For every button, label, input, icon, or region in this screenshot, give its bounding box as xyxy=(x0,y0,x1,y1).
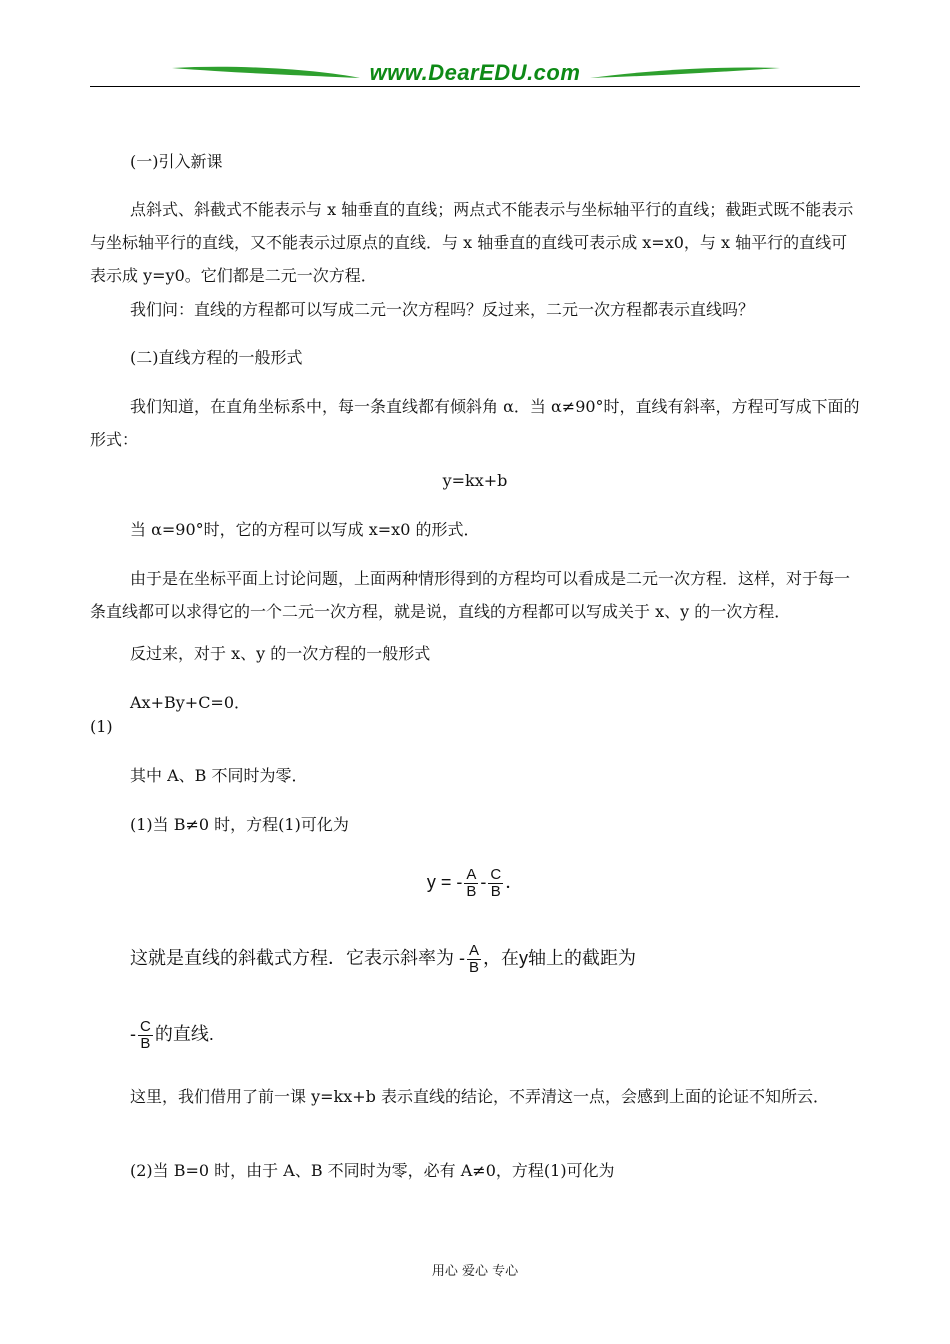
frac-denominator: B xyxy=(490,882,501,900)
paragraph-conversely: 反过来，对于 x、y 的一次方程的一般形式 xyxy=(130,644,431,663)
paragraph-inclination: 我们知道，在直角坐标系中，每一条直线都有倾斜角 α．当 α≠90°时，直线有斜率，方程可写成下面的形式： xyxy=(90,397,860,449)
page-footer: 用心 爱心 专心 xyxy=(431,1264,519,1279)
paragraph-slope-intercept-meaning xyxy=(90,936,860,980)
minus-sign: - xyxy=(130,1024,136,1044)
paragraph-case-b-nonzero: (1)当 B≠0 时，方程(1)可化为 xyxy=(130,815,349,834)
paragraph-note: 这里，我们借用了前一课 y=kx+b 表示直线的结论，不弄清这一点，会感到上面的论证不知所云． xyxy=(130,1087,829,1106)
paragraph-vertical-case: 当 α=90°时，它的方程可以写成 x=x0 的形式． xyxy=(130,520,480,539)
frac-numerator: C xyxy=(490,865,502,883)
paragraph-forms-limitations: 点斜式、斜截式不能表示与 x 轴垂直的直线；两点式不能表示与坐标轴平行的直线；截距式既不能表示与坐标轴平行的直线，又不能表示过原点的直线．与 x 轴垂直的直线可表示成 x=x0，与 x 轴平行的直线可表示成 y=y0。它们都是二元一次方程． xyxy=(90,200,854,285)
frac-denominator: B xyxy=(469,958,480,976)
eq-mid: - xyxy=(480,872,487,892)
text-after: ，在y轴上的截距为 xyxy=(483,948,637,968)
paragraph-case-b-zero: (2)当 B=0 时，由于 A、B 不同时为零，必有 A≠0，方程(1)可化为 xyxy=(130,1161,615,1180)
equation-rearranged xyxy=(90,860,860,904)
logo-text[interactable]: www.DearEDU.com xyxy=(369,60,581,85)
frac-denominator: B xyxy=(466,882,477,900)
text-after: 的直线. xyxy=(154,1024,214,1044)
equation-general-form: Ax+By+C=0． xyxy=(130,693,251,712)
frac-numerator: A xyxy=(469,941,480,959)
fraction-a-over-b xyxy=(467,943,481,976)
equation-slope-intercept: y=kx+b xyxy=(442,471,508,490)
text-before: 这就是直线的斜截式方程．它表示斜率为 - xyxy=(130,948,465,968)
paragraph-intercept-value xyxy=(90,1012,860,1056)
frac-denominator: B xyxy=(140,1034,151,1052)
frac-numerator: A xyxy=(466,865,477,883)
fraction-c-over-b xyxy=(488,867,503,900)
fraction-c-over-b xyxy=(138,1019,153,1052)
paragraph-condition: 其中 A、B 不同时为零． xyxy=(130,766,308,785)
eq-end: ． xyxy=(505,872,524,892)
eq-lhs: y = - xyxy=(426,872,463,892)
paragraph-linear-equation: 由于是在坐标平面上讨论问题，上面两种情形得到的方程均可以看成是二元一次方程．这样，对于每一条直线都可以求得它的一个二元一次方程，就是说，直线的方程都可以写成关于 x、y 的一次方程． xyxy=(90,569,851,621)
section-heading-intro: (一)引入新课 xyxy=(130,152,223,171)
paragraph-question: 我们问：直线的方程都可以写成二元一次方程吗？反过来，二元一次方程都表示直线吗？ xyxy=(130,300,755,319)
equation-number: (1) xyxy=(90,717,113,736)
section-heading-general-form: (二)直线方程的一般形式 xyxy=(130,348,303,367)
fraction-a-over-b xyxy=(464,867,478,900)
frac-numerator: C xyxy=(140,1017,151,1035)
header-divider xyxy=(90,86,860,87)
